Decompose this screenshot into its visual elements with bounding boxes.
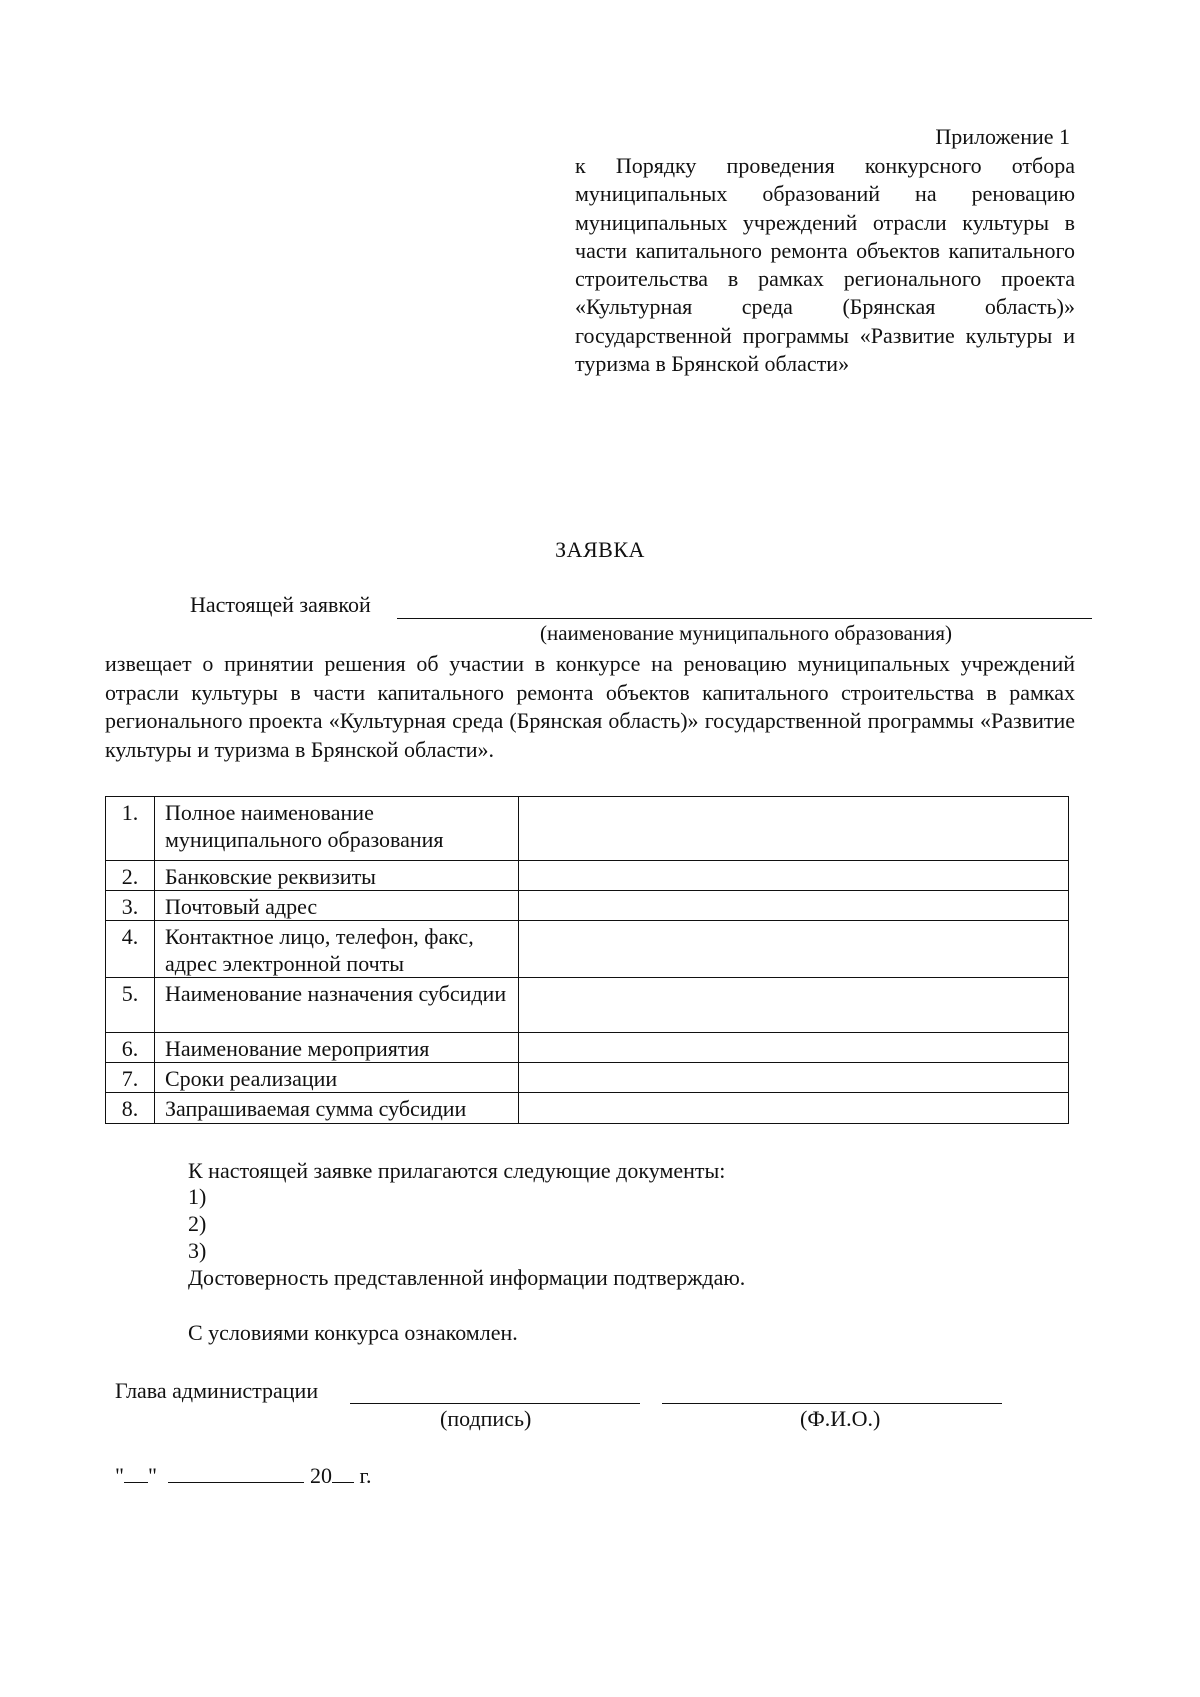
date-day-field[interactable]	[124, 1462, 148, 1483]
acquainted-text: С условиями конкурса ознакомлен.	[188, 1320, 518, 1345]
row-label: Контактное лицо, телефон, факс, адрес электронной почты	[155, 921, 519, 978]
row-value-field[interactable]	[519, 861, 1069, 891]
row-number: 5.	[106, 978, 155, 1033]
intro-lead: Настоящей заявкой	[190, 592, 371, 617]
table-row	[106, 891, 1069, 921]
application-table	[105, 796, 1069, 1124]
municipality-name-field[interactable]	[397, 618, 1092, 619]
attachment-item-2[interactable]: 2)	[188, 1211, 207, 1236]
row-label: Почтовый адрес	[155, 891, 519, 921]
row-label: Запрашиваемая сумма субсидии	[155, 1093, 519, 1124]
table-row	[106, 861, 1069, 891]
signature-hint: (подпись)	[440, 1406, 532, 1431]
row-label: Банковские реквизиты	[155, 861, 519, 891]
row-number: 7.	[106, 1063, 155, 1093]
appendix-reference: к Порядку проведения конкурсного отбора муниципальных образований на реновацию муниципальных учреждений отрасли культуры в части капитального ремонта объектов капитального строительства в рамках регионального проекта «Культурная среда (Брянская область)» государственной программы «Развитие культуры и туризма в Брянской области»	[575, 153, 1075, 377]
row-value-field[interactable]	[519, 1033, 1069, 1063]
municipality-name-hint: (наименование муниципального образования)	[540, 621, 953, 645]
table-row	[106, 921, 1069, 978]
date-year-suffix: г.	[359, 1463, 372, 1488]
table-row	[106, 978, 1069, 1033]
date-month-field[interactable]	[168, 1462, 304, 1483]
row-value-field[interactable]	[519, 921, 1069, 978]
attachment-item-3[interactable]: 3)	[188, 1238, 207, 1263]
row-number: 2.	[106, 861, 155, 891]
row-label: Наименование назначения субсидии	[155, 978, 519, 1033]
table-row	[106, 1063, 1069, 1093]
date-year-field[interactable]	[332, 1462, 354, 1483]
full-name-hint: (Ф.И.О.)	[800, 1406, 881, 1431]
row-value-field[interactable]	[519, 978, 1069, 1033]
date-quote-open: "	[115, 1463, 124, 1488]
row-number: 8.	[106, 1093, 155, 1124]
date-line	[115, 1462, 372, 1489]
row-number: 3.	[106, 891, 155, 921]
table-row	[106, 797, 1069, 861]
row-value-field[interactable]	[519, 1093, 1069, 1124]
row-label: Сроки реализации	[155, 1063, 519, 1093]
table-row	[106, 1033, 1069, 1063]
signature-field[interactable]	[350, 1403, 640, 1404]
appendix-label: Приложение 1	[935, 124, 1070, 149]
attachments-intro: К настоящей заявке прилагаются следующие документы:	[188, 1158, 726, 1183]
intro-body: извещает о принятии решения об участии в конкурсе на реновацию муниципальных учреждений отрасли культуры в части капитального ремонта объектов капитального строительства в рамках регионального проекта «Культурная среда (Брянская область)» государственной программы «Развитие культуры и туризма в Брянской области».	[105, 651, 1075, 762]
row-value-field[interactable]	[519, 891, 1069, 921]
row-value-field[interactable]	[519, 1063, 1069, 1093]
attachment-item-1[interactable]: 1)	[188, 1184, 207, 1209]
row-value-field[interactable]	[519, 797, 1069, 861]
row-label: Наименование мероприятия	[155, 1033, 519, 1063]
row-number: 6.	[106, 1033, 155, 1063]
full-name-field[interactable]	[662, 1403, 1002, 1404]
table-row	[106, 1093, 1069, 1124]
document-title: ЗАЯВКА	[555, 537, 645, 562]
signature-label: Глава администрации	[115, 1378, 319, 1403]
row-number: 4.	[106, 921, 155, 978]
row-label: Полное наименование муниципального образования	[155, 797, 519, 861]
date-quote-close: "	[147, 1463, 157, 1488]
row-number: 1.	[106, 797, 155, 861]
confirmation-text: Достоверность представленной информации подтверждаю.	[188, 1265, 746, 1290]
date-year-prefix: 20	[309, 1463, 332, 1488]
